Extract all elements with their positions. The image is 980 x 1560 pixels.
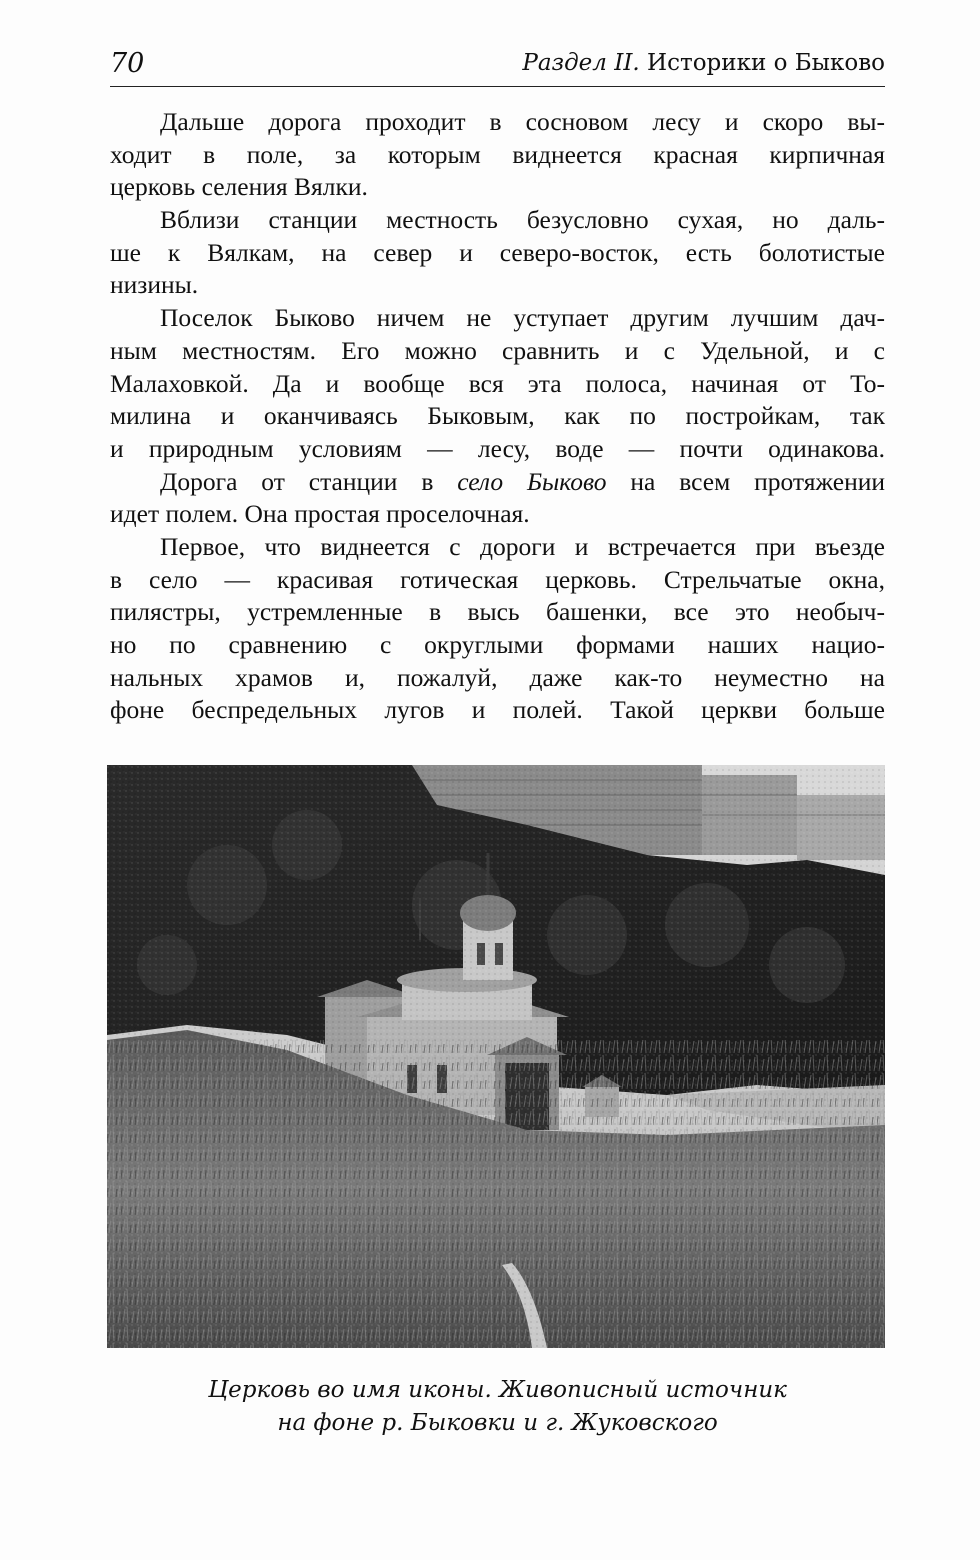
- text-line: фоне беспредельных лугов и полей. Такой церкви больше: [110, 695, 885, 725]
- caption-line: Церковь во имя иконы. Живописный источник: [208, 1377, 787, 1403]
- text-line: в село — красивая готическая церковь. Стрельчатые окна,: [110, 564, 885, 594]
- photo-caption: [110, 1374, 885, 1440]
- text-line: Малаховкой. Да и вообще вся эта полоса, начиная от То-: [110, 368, 885, 398]
- text-fragment: Дорога от станции в: [160, 466, 458, 496]
- text-line: Первое, что виднеется с дороги и встречается при въезде: [160, 531, 885, 561]
- text-line: ше к Вялкам, на север и северо-восток, есть болотистые: [110, 237, 885, 267]
- italic-place-name: село Быково: [457, 466, 607, 496]
- text-line: ным местностям. Его можно сравнить и с Удельной, и с: [110, 335, 885, 365]
- page-header: [110, 46, 885, 87]
- text-line: Поселок Быково ничем не уступает другим лучшим дач-: [160, 303, 885, 333]
- text-line: Дальше дорога проходит в сосновом лесу и скоро вы-: [160, 107, 885, 136]
- running-head-title: Историки о Быково: [647, 50, 885, 76]
- text-line: пилястры, устремленные в высь башенки, все это необыч-: [110, 597, 885, 627]
- church-photo: [107, 765, 885, 1348]
- text-line: низины.: [110, 270, 199, 300]
- text-line: церковь селения Вялки.: [110, 172, 368, 202]
- section-label: Раздел II.: [522, 50, 640, 76]
- body-text: [110, 106, 885, 727]
- page-number: 70: [110, 48, 145, 79]
- text-line: но по сравнению с округлыми формами наших нацио-: [110, 630, 885, 659]
- caption-line: на фоне р. Быковки и г. Жуковского: [277, 1410, 718, 1436]
- text-line: Вблизи станции местность безусловно сухая, но даль-: [160, 205, 885, 235]
- text-line: нальных храмов и, пожалуй, даже как-то неуместно на: [110, 662, 885, 692]
- running-head: [522, 50, 885, 76]
- church-photo-illustration: [107, 765, 885, 1348]
- text-line: [110, 466, 885, 499]
- text-fragment: на всем протяжении: [606, 466, 886, 496]
- text-line: идет полем. Она простая проселочная.: [110, 499, 530, 529]
- text-line: и природным условиям — лесу, воде — почти одинакова.: [110, 433, 885, 463]
- text-line: милина и оканчиваясь Быковым, как по постройкам, так: [110, 401, 885, 431]
- text-line: ходит в поле, за которым виднеется красная кирпичная: [110, 139, 885, 169]
